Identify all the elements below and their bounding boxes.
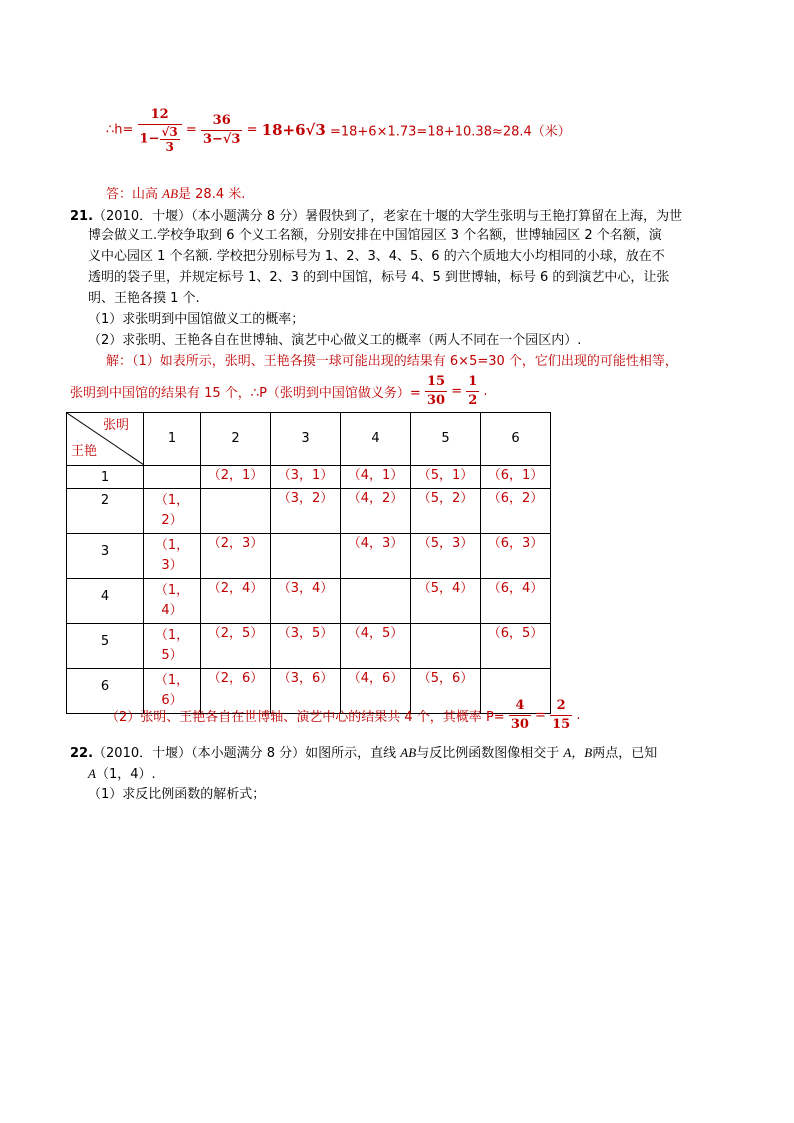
col-header: 4 [341, 413, 411, 466]
q21-part2: （2）求张明、王艳各自在世博轴、演艺中心做义工的概率（两人不同在一个园区内）. [88, 333, 582, 348]
col-header: 3 [271, 413, 341, 466]
sol2-period: . [483, 384, 488, 399]
q21-solution-1: 解：（1）如表所示，张明、王艳各摸一球可能出现的结果有 6×5=30 个，它们出现的可能性相等， [106, 354, 678, 369]
table-cell [201, 489, 271, 534]
table-cell: （4，6） [341, 669, 411, 714]
q21-line5: 明、王艳各摸 1 个. [88, 291, 200, 306]
table-cell: （6，3） [481, 534, 551, 579]
table-cell: （5，6） [411, 669, 481, 714]
sol3-text: （2）张明、王艳各自在世博轴、演艺中心的结果共 4 个，其概率 P= [106, 710, 505, 725]
fraction-15-over-30 [425, 373, 447, 410]
table-cell: （1，5） [144, 624, 201, 669]
fraction-numerator: 12 [138, 106, 182, 125]
solution-h-equation [106, 106, 571, 154]
expr-18-plus-6sqrt3: 18+6√3 [261, 121, 326, 139]
numeric-tail: =18+6×1.73=18+10.38≈28.4（米） [329, 124, 571, 140]
frac-num-15: 15 [425, 373, 447, 392]
q22-text-c: 两点，已知 [592, 746, 658, 761]
equals-1: = [185, 122, 197, 138]
q22-part1: （1）求反比例函数的解析式； [88, 787, 266, 802]
den-part: 1− [139, 131, 160, 147]
sol2-text: 张明到中国馆的结果有 15 个，∴P（张明到中国馆做义务）= [70, 386, 421, 401]
table-cell: （2，6） [201, 669, 271, 714]
table-cell: （1，2） [144, 489, 201, 534]
table-cell: （3，1） [271, 466, 341, 489]
table-cell: （3，5） [271, 624, 341, 669]
q21-part1: （1）求张明到中国馆做义工的概率； [88, 312, 305, 327]
table-row [67, 579, 551, 624]
fraction-numerator-36: 36 [201, 112, 243, 131]
frac-den-30b: 30 [510, 717, 529, 732]
q21-text-1: （2010．十堰）（本小题满分 8 分）暑假快到了，老家在十堰的大学生张明与王艳打算留在上海，为世 [93, 209, 683, 224]
frac-num-1: 1 [466, 373, 479, 392]
q21-line1 [70, 205, 682, 224]
corner-bottom-label: 王艳 [71, 444, 98, 459]
table-cell: （5，2） [411, 489, 481, 534]
sol3-period: . [576, 708, 581, 723]
table-cell [411, 624, 481, 669]
inner-den: 3 [165, 140, 174, 154]
answer-ab: AB [162, 186, 179, 201]
col-header: 1 [144, 413, 201, 466]
table-cell: （3，2） [271, 489, 341, 534]
answer-suffix: 是 28.4 米. [178, 187, 246, 202]
q21-solution-2 [70, 373, 488, 410]
row-header: 1 [67, 466, 144, 489]
table-cell: （4，1） [341, 466, 411, 489]
answer-line [106, 183, 245, 202]
table-cell: （1，6） [144, 669, 201, 714]
q21-number: 21. [70, 209, 94, 224]
frac-num-4: 4 [509, 697, 531, 716]
row-header: 6 [67, 669, 144, 714]
q21-line2: 博会做义工.学校争取到 6 个义工名额，分别安排在中国馆园区 3 个名额，世博轴园区 2 个名额，演 [88, 228, 662, 243]
q21-line3: 义中心园区 1 个名额. 学校把分别标号为 1、2、3、4、5、6 的六个质地大小均相同的小球，放在不 [88, 249, 665, 264]
table-cell [271, 534, 341, 579]
frac-den-15: 15 [552, 717, 571, 732]
row-header: 2 [67, 489, 144, 534]
table-cell: （2，3） [201, 534, 271, 579]
table-row [67, 489, 551, 534]
row-header: 5 [67, 624, 144, 669]
q22-line1 [70, 742, 657, 761]
col-header: 2 [201, 413, 271, 466]
table-cell: （2，5） [201, 624, 271, 669]
sol3-equals: = [535, 708, 546, 723]
table-row [67, 624, 551, 669]
sol2-equals: = [451, 384, 463, 399]
table-row [67, 466, 551, 489]
table-cell: （1，4） [144, 579, 201, 624]
q22-point-a: A [88, 766, 96, 781]
frac-den-30: 30 [426, 393, 446, 408]
table-cell: （6，5） [481, 624, 551, 669]
fraction-denominator [138, 125, 182, 154]
q22-number: 22. [70, 746, 94, 761]
q22-line2 [88, 764, 156, 785]
fraction-36-over-3-minus-sqrt3 [201, 112, 243, 149]
q22-text-b: 与反比例函数图像相交于 [416, 746, 564, 761]
table-cell: （5，3） [411, 534, 481, 579]
table-cell: （3，4） [271, 579, 341, 624]
q21-solution-3 [106, 697, 580, 734]
row-header: 3 [67, 534, 144, 579]
fraction-12-over-1-minus-sqrt3-over-3 [138, 106, 182, 154]
table-cell: （6，4） [481, 579, 551, 624]
q22-ab: AB [400, 745, 417, 760]
table-cell: （5，1） [411, 466, 481, 489]
outcome-table [66, 412, 551, 714]
q22-text-a: （2010．十堰）（本小题满分 8 分）如图所示，直线 [93, 746, 401, 761]
table-cell: （4，5） [341, 624, 411, 669]
table-cell: （3，6） [271, 669, 341, 714]
fraction-4-over-30 [509, 697, 531, 734]
fraction-2-over-15 [550, 697, 572, 734]
table-cell: （5，4） [411, 579, 481, 624]
table-cell: （4，3） [341, 534, 411, 579]
answer-prefix: 答：山高 [106, 187, 163, 202]
inner-num: √3 [161, 125, 178, 139]
corner-top-label: 张明 [102, 418, 129, 433]
table-cell: （6，2） [481, 489, 551, 534]
table-cell: （2，4） [201, 579, 271, 624]
table-header-row [67, 413, 551, 466]
q22-points: A，B [563, 745, 593, 760]
table-cell: （6，1） [481, 466, 551, 489]
col-header: 6 [481, 413, 551, 466]
table-cell [341, 579, 411, 624]
therefore-h: ∴h= [106, 122, 134, 138]
frac-den-2: 2 [468, 393, 478, 408]
fraction-denominator-3-minus-sqrt3: 3−√3 [202, 131, 241, 147]
table-cell: （1，3） [144, 534, 201, 579]
table-corner-cell [67, 413, 144, 466]
q22-point-a-coords: （1，4）. [95, 767, 156, 782]
col-header: 5 [411, 413, 481, 466]
table-cell: （2，1） [201, 466, 271, 489]
fraction-1-over-2 [466, 373, 479, 410]
table-row [67, 534, 551, 579]
q21-line4: 透明的袋子里，并规定标号 1、2、3 的到中国馆，标号 4、5 到世博轴，标号 6 的到演艺中心，让张 [88, 270, 670, 285]
row-header: 4 [67, 579, 144, 624]
table-cell [144, 466, 201, 489]
frac-num-2: 2 [550, 697, 572, 716]
equals-2: = [246, 122, 258, 138]
table-cell: （4，2） [341, 489, 411, 534]
inner-fraction [160, 125, 180, 154]
